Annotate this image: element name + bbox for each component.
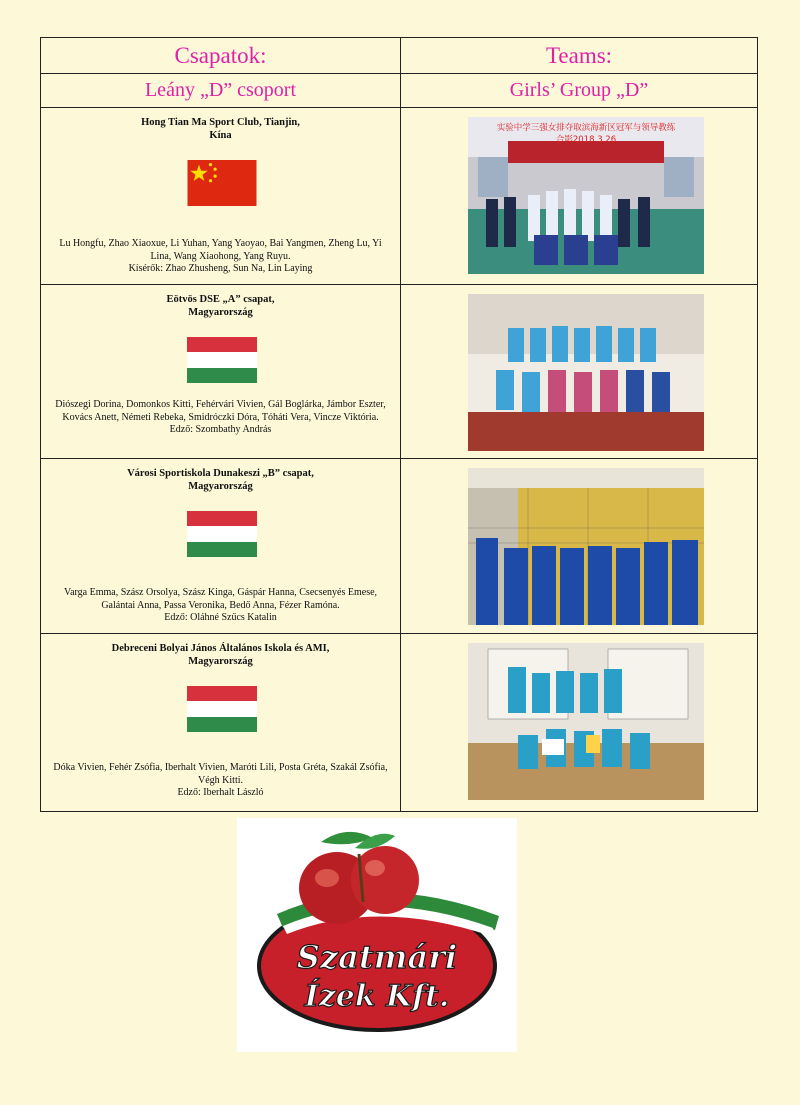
team-photo (468, 643, 704, 800)
hungary-flag (187, 337, 257, 383)
staff-line: Edző: Oláhné Szűcs Katalin (164, 612, 277, 623)
header-left: Csapatok: (41, 38, 401, 74)
team-photo (468, 294, 704, 451)
team-name: Hong Tian Ma Sport Club, Tianjin, Kína (141, 117, 300, 141)
subheader-right: Girls’ Group „D” (401, 74, 758, 108)
svg-text:合影2018.3.26: 合影2018.3.26 (555, 135, 617, 145)
svg-text:实验中学三强女排夺取滨海新区冠军与领导教练: 实验中学三强女排夺取滨海新区冠军与领导教练 (496, 123, 676, 133)
team-row (41, 108, 758, 285)
hungary-flag (187, 511, 257, 557)
player-list: Varga Emma, Szász Orsolya, Szász Kinga, Gáspár Hanna, Csecsenyés Emese, Galántai Anna, Passa Veronika, Bedő Anna, Fézer Ramóna. Edző: Oláhné Szűcs Katalin (53, 587, 388, 625)
logo-text-line2: Ízek Kft. (304, 979, 450, 1014)
subheader-left: Leány „D” csoport (41, 74, 401, 108)
logo-text-line1: Szatmári (296, 938, 458, 976)
staff-line: Edző: Iberhalt László (177, 787, 264, 798)
team-name: Eötvös DSE „A” csapat, Magyarország (166, 294, 275, 318)
team-name: Debreceni Bolyai János Általános Iskola és AMI, Magyarország (111, 643, 330, 667)
team-photo (468, 117, 704, 274)
team-photo (468, 468, 704, 625)
player-list: Diószegi Dorina, Domonkos Kitti, Fehérvári Vivien, Gál Boglárka, Jámbor Eszter, Kovács Anett, Németi Rebeka, Smidróczki Dóra, Tóháti Vera, Vincze Viktória. Edző: Szombathy András (53, 399, 388, 437)
team-name: Városi Sportiskola Dunakeszi „B” csapat, Magyarország (127, 468, 314, 492)
player-list: Dóka Vivien, Fehér Zsófia, Iberhalt Vivien, Maróti Lili, Posta Gréta, Szakál Zsófia, Végh Kitti. Edző: Iberhalt László (53, 762, 388, 798)
staff-line: Kísérők: Zhao Zhusheng, Sun Na, Lin Laying (128, 263, 313, 274)
china-flag (187, 160, 257, 206)
hungary-flag (187, 686, 257, 732)
team-row (41, 285, 758, 459)
team-row (41, 634, 758, 812)
player-list: Lu Hongfu, Zhao Xiaoxue, Li Yuhan, Yang Yaoyao, Bai Yangmen, Zheng Lu, Yi Lina, Wang Xiaohong, Yang Ruyu. Kísérők: Zhao Zhusheng, Sun Na, Lin Laying (53, 238, 388, 276)
header-right: Teams: (401, 38, 758, 74)
staff-line: Edző: Szombathy András (169, 424, 272, 435)
teams-table (40, 37, 758, 812)
team-row (41, 459, 758, 634)
sponsor-logo (237, 818, 517, 1052)
